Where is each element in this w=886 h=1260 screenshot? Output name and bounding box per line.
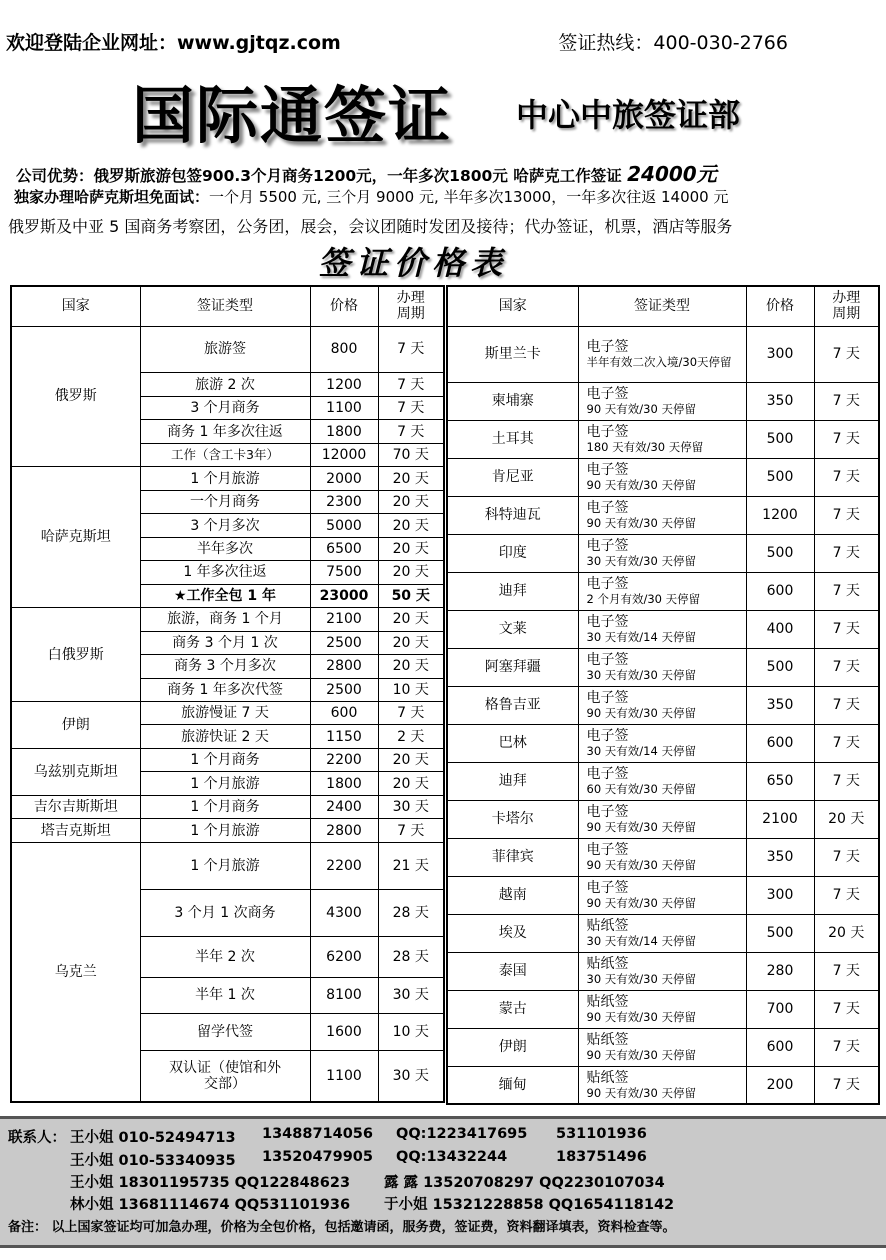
- price-cell: 1200: [310, 373, 378, 396]
- visa-type-cell: [578, 420, 746, 458]
- visa-type-cell: 1 个月商务: [140, 795, 310, 818]
- duration-cell: 20 天: [378, 631, 444, 654]
- duration-cell: 7 天: [814, 648, 879, 686]
- visa-kind: 电子签: [586, 880, 629, 896]
- visa-kind: 电子签: [586, 614, 629, 630]
- table-row: [447, 420, 879, 458]
- price-cell: 1200: [746, 496, 814, 534]
- price-cell: 2000: [310, 467, 378, 490]
- table-row: [447, 800, 879, 838]
- contact-line1-b: 13488714056: [262, 1126, 373, 1142]
- price-cell: 350: [746, 838, 814, 876]
- country-cell: 卡塔尔: [447, 800, 578, 838]
- visa-kind: 贴纸签: [586, 1032, 629, 1048]
- visa-kind: 电子签: [586, 339, 629, 355]
- table-row: [447, 572, 879, 610]
- table-row: [11, 819, 444, 842]
- visa-kind: 电子签: [586, 462, 629, 478]
- table-row: [447, 382, 879, 420]
- duration-cell: 70 天: [378, 443, 444, 466]
- price-cell: 2300: [310, 490, 378, 513]
- visa-type-cell: ★工作全包 1 年: [140, 584, 310, 607]
- duration-cell: 50 天: [378, 584, 444, 607]
- visa-validity-note: 30 天有效/14 天停留: [586, 630, 696, 644]
- price-cell: 600: [746, 572, 814, 610]
- table-row: [447, 686, 879, 724]
- visa-kind: 贴纸签: [586, 1069, 629, 1086]
- visa-type-cell: [578, 534, 746, 572]
- visa-type-cell: [578, 838, 746, 876]
- country-cell: 埃及: [447, 914, 578, 952]
- visa-kind: 电子签: [586, 576, 629, 592]
- duration-cell: 7 天: [378, 420, 444, 443]
- contacts-label: 联系人：: [8, 1130, 66, 1146]
- table-row: [447, 458, 879, 496]
- visa-type-cell: [578, 876, 746, 914]
- price-cell: 2200: [310, 842, 378, 889]
- visa-validity-note: 30 天有效/30 天停留: [586, 554, 696, 568]
- contact-line2-c: QQ:13432244: [396, 1149, 508, 1165]
- country-cell: 迪拜: [447, 762, 578, 800]
- country-cell: 乌兹别克斯坦: [11, 748, 140, 795]
- contact-line2-a: 王小姐 010-53340935: [70, 1153, 236, 1169]
- duration-cell: 30 天: [378, 795, 444, 818]
- services-line: 俄罗斯及中亚 5 国商务考察团，公务团，展会，会议团随时发团及接待；代办签证，机票，酒店等服务: [8, 217, 733, 236]
- table-row: [11, 608, 444, 631]
- visa-kind: 电子签: [586, 766, 629, 782]
- visa-type-cell: 旅游 2 次: [140, 373, 310, 396]
- visa-type-cell: 旅游慢证 7 天: [140, 702, 310, 725]
- kz-label: 独家办理哈萨克斯坦免面试：: [14, 188, 210, 206]
- country-cell: 泰国: [447, 952, 578, 990]
- price-cell: 2500: [310, 678, 378, 701]
- visa-type-cell: [578, 990, 746, 1028]
- duration-cell: 7 天: [814, 952, 879, 990]
- table-row: [447, 952, 879, 990]
- table-row: [447, 838, 879, 876]
- visa-type-cell: [578, 610, 746, 648]
- price-cell: 600: [746, 1028, 814, 1066]
- table-row: [447, 914, 879, 952]
- visa-validity-note: 90 天有效/30 天停留: [586, 820, 696, 834]
- left-header-cell: 价格: [310, 286, 378, 326]
- visa-type-cell: [578, 382, 746, 420]
- visa-type-cell: 1 个月旅游: [140, 842, 310, 889]
- visa-kind: 贴纸签: [586, 956, 629, 972]
- table-row: [447, 534, 879, 572]
- table-row: [447, 990, 879, 1028]
- visa-kind: 电子签: [586, 500, 629, 516]
- duration-cell: 7 天: [814, 1028, 879, 1066]
- visa-type-cell: 工作（含工卡3年）: [140, 443, 310, 466]
- left-price-table: [10, 285, 445, 1103]
- left-header-cell: 签证类型: [140, 286, 310, 326]
- duration-cell: 20 天: [814, 914, 879, 952]
- contact-line2-d: 183751496: [556, 1149, 647, 1165]
- price-cell: 500: [746, 458, 814, 496]
- visa-type-cell: 1 个月旅游: [140, 819, 310, 842]
- left-header-cell: 办理周期: [378, 286, 444, 326]
- contact-line4-b: 于小姐 15321228858 QQ1654118142: [384, 1197, 675, 1213]
- visa-kind: 贴纸签: [586, 918, 629, 934]
- table-row: [447, 610, 879, 648]
- visa-validity-note: 90 天有效/30 天停留: [586, 858, 696, 872]
- duration-cell: 28 天: [378, 936, 444, 977]
- visa-type-cell: [578, 800, 746, 838]
- right-header-cell: 签证类型: [578, 286, 746, 326]
- duration-cell: 7 天: [814, 876, 879, 914]
- visa-type-cell: [578, 724, 746, 762]
- country-cell: 格鲁吉亚: [447, 686, 578, 724]
- price-cell: 23000: [310, 584, 378, 607]
- duration-cell: 7 天: [814, 724, 879, 762]
- visa-kind: 贴纸签: [586, 994, 629, 1010]
- country-cell: 文莱: [447, 610, 578, 648]
- visa-type-cell: [578, 1028, 746, 1066]
- contact-line1-d: 531101936: [556, 1126, 647, 1142]
- price-cell: 7500: [310, 561, 378, 584]
- price-cell: 1600: [310, 1014, 378, 1051]
- duration-cell: 7 天: [814, 572, 879, 610]
- price-cell: 4300: [310, 889, 378, 936]
- visa-validity-note: 90 天有效/30 天停留: [586, 402, 696, 416]
- visa-type-cell: [578, 762, 746, 800]
- price-cell: 500: [746, 648, 814, 686]
- country-cell: 柬埔寨: [447, 382, 578, 420]
- visa-type-cell: [578, 496, 746, 534]
- visa-type-cell: [578, 952, 746, 990]
- contact-line3-a: 王小姐 18301195735 QQ122848623: [70, 1175, 351, 1191]
- country-cell: 菲律宾: [447, 838, 578, 876]
- price-cell: 700: [746, 990, 814, 1028]
- price-cell: 6200: [310, 936, 378, 977]
- duration-cell: 20 天: [378, 514, 444, 537]
- visa-type-cell: 3 个月多次: [140, 514, 310, 537]
- duration-cell: 20 天: [814, 800, 879, 838]
- visa-validity-note: 180 天有效/30 天停留: [586, 440, 704, 454]
- visa-validity-note: 90 天有效/30 天停留: [586, 706, 696, 720]
- price-cell: 400: [746, 610, 814, 648]
- price-cell: 2100: [310, 608, 378, 631]
- duration-cell: 20 天: [378, 537, 444, 560]
- country-cell: 吉尔吉斯斯坦: [11, 795, 140, 818]
- country-cell: 迪拜: [447, 572, 578, 610]
- duration-cell: 7 天: [814, 990, 879, 1028]
- country-cell: 乌克兰: [11, 842, 140, 1102]
- duration-cell: 7 天: [814, 534, 879, 572]
- visa-type-cell: 商务 1 年多次往返: [140, 420, 310, 443]
- visa-type-cell: 3 个月 1 次商务: [140, 889, 310, 936]
- visa-type-cell: 旅游签: [140, 326, 310, 373]
- country-cell: 伊朗: [447, 1028, 578, 1066]
- advantages-label: 公司优势：: [16, 167, 94, 185]
- country-cell: 哈萨克斯坦: [11, 467, 140, 608]
- visa-kind: 电子签: [586, 652, 629, 668]
- contact-line1-a: 王小姐 010-52494713: [70, 1130, 236, 1146]
- kazakhstan-line: [14, 186, 728, 207]
- visa-type-cell: [578, 686, 746, 724]
- duration-cell: 7 天: [814, 458, 879, 496]
- brand-logo-text: 国际通签证: [132, 79, 453, 152]
- visa-type-cell: [578, 914, 746, 952]
- price-cell: 1100: [310, 1051, 378, 1102]
- duration-cell: 7 天: [378, 373, 444, 396]
- price-cell: 200: [746, 1066, 814, 1104]
- contact-line3-b: 露 露 13520708297 QQ2230107034: [384, 1175, 665, 1191]
- duration-cell: 20 天: [378, 490, 444, 513]
- footer-note: 备注： 以上国家签证均可加急办理，价格为全包价格，包括邀请函，服务费，签证费，资料翻译填表，资料检查等。: [8, 1220, 676, 1235]
- price-cell: 1800: [310, 772, 378, 795]
- visa-kind: 电子签: [586, 386, 629, 402]
- table-row: [447, 326, 879, 382]
- duration-cell: 7 天: [814, 762, 879, 800]
- price-cell: 2100: [746, 800, 814, 838]
- visa-type-cell: 1 个月旅游: [140, 467, 310, 490]
- table-row: [447, 496, 879, 534]
- table-row: [447, 762, 879, 800]
- duration-cell: 30 天: [378, 1051, 444, 1102]
- visa-type-cell: [578, 326, 746, 382]
- price-cell: 1150: [310, 725, 378, 748]
- visa-type-cell: [578, 1066, 746, 1104]
- price-cell: 500: [746, 534, 814, 572]
- price-cell: 350: [746, 686, 814, 724]
- kz-text: 一个月 5500 元, 三个月 9000 元, 半年多次13000，一年多次往返 14000 元: [209, 188, 729, 206]
- duration-cell: 7 天: [378, 326, 444, 373]
- duration-cell: 20 天: [378, 561, 444, 584]
- visa-type-cell: [578, 458, 746, 496]
- visa-validity-note: 30 天有效/30 天停留: [586, 972, 696, 986]
- visa-validity-note: 90 天有效/30 天停留: [586, 1048, 696, 1062]
- duration-cell: 20 天: [378, 467, 444, 490]
- price-cell: 600: [310, 702, 378, 725]
- duration-cell: 7 天: [814, 382, 879, 420]
- duration-cell: 7 天: [814, 838, 879, 876]
- visa-hotline: 签证热线：400-030-2766: [558, 32, 788, 54]
- visa-type-cell: 半年 2 次: [140, 936, 310, 977]
- country-cell: 白俄罗斯: [11, 608, 140, 702]
- price-cell: 6500: [310, 537, 378, 560]
- price-cell: 1800: [310, 420, 378, 443]
- price-cell: 2800: [310, 819, 378, 842]
- country-cell: 科特迪瓦: [447, 496, 578, 534]
- country-cell: 伊朗: [11, 702, 140, 749]
- visa-type-cell: 商务 3 个月 1 次: [140, 631, 310, 654]
- visa-validity-note: 90 天有效/30 天停留: [586, 478, 696, 492]
- visa-kind: 电子签: [586, 424, 629, 440]
- visa-validity-note: 2 个月有效/30 天停留: [586, 592, 701, 606]
- duration-cell: 7 天: [814, 610, 879, 648]
- price-cell: 12000: [310, 443, 378, 466]
- duration-cell: 28 天: [378, 889, 444, 936]
- duration-cell: 20 天: [378, 655, 444, 678]
- country-cell: 土耳其: [447, 420, 578, 458]
- visa-type-cell: [578, 572, 746, 610]
- price-cell: 8100: [310, 977, 378, 1014]
- table-row: [447, 1066, 879, 1104]
- country-cell: 塔吉克斯坦: [11, 819, 140, 842]
- price-cell: 280: [746, 952, 814, 990]
- table-row: [11, 702, 444, 725]
- price-cell: 2500: [310, 631, 378, 654]
- duration-cell: 7 天: [814, 1066, 879, 1104]
- visa-validity-note: 30 天有效/14 天停留: [586, 744, 696, 758]
- visa-type-cell: 旅游快证 2 天: [140, 725, 310, 748]
- table-row: [11, 748, 444, 771]
- duration-cell: 30 天: [378, 977, 444, 1014]
- visa-type-cell: [578, 648, 746, 686]
- visa-validity-note: 90 天有效/30 天停留: [586, 516, 696, 530]
- country-cell: 印度: [447, 534, 578, 572]
- price-cell: 1100: [310, 396, 378, 419]
- visa-type-cell: 1 个月商务: [140, 748, 310, 771]
- visa-validity-note: 30 天有效/30 天停留: [586, 668, 696, 682]
- country-cell: 肯尼亚: [447, 458, 578, 496]
- country-cell: 斯里兰卡: [447, 326, 578, 382]
- advantages-text: 俄罗斯旅游包签900.3个月商务1200元，一年多次1800元 哈萨克工作签证: [93, 167, 622, 185]
- visa-kind: 电子签: [586, 804, 629, 820]
- brand-subtitle: 中心中旅签证部: [516, 96, 741, 134]
- table-row: [447, 724, 879, 762]
- visa-kind: 电子签: [586, 690, 629, 706]
- duration-cell: 7 天: [814, 326, 879, 382]
- right-header-cell: 办理周期: [814, 286, 879, 326]
- table-row: [11, 795, 444, 818]
- visa-type-cell: 商务 1 年多次代签: [140, 678, 310, 701]
- price-cell: 300: [746, 326, 814, 382]
- advantages-price: 24000元: [627, 162, 717, 186]
- table-row: [11, 467, 444, 490]
- price-cell: 300: [746, 876, 814, 914]
- company-advantages: [16, 158, 717, 187]
- right-price-table: [446, 285, 880, 1105]
- duration-cell: 21 天: [378, 842, 444, 889]
- visa-type-cell: 1 年多次往返: [140, 561, 310, 584]
- visa-validity-note: 90 天有效/30 天停留: [586, 1085, 696, 1100]
- price-cell: 500: [746, 914, 814, 952]
- duration-cell: 7 天: [814, 420, 879, 458]
- price-cell: 650: [746, 762, 814, 800]
- visa-validity-note: 30 天有效/14 天停留: [586, 934, 696, 948]
- table-row: [447, 648, 879, 686]
- right-header-cell: 价格: [746, 286, 814, 326]
- right-header-cell: 国家: [447, 286, 578, 326]
- duration-cell: 7 天: [378, 396, 444, 419]
- visa-validity-note: 90 天有效/30 天停留: [586, 896, 696, 910]
- table-row: [11, 842, 444, 889]
- table-row: [11, 326, 444, 373]
- country-cell: 俄罗斯: [11, 326, 140, 467]
- country-cell: 缅甸: [447, 1066, 578, 1104]
- contact-line2-b: 13520479905: [262, 1149, 373, 1165]
- table-row: [447, 876, 879, 914]
- visa-type-cell: 留学代签: [140, 1014, 310, 1051]
- price-cell: 800: [310, 326, 378, 373]
- price-cell: 500: [746, 420, 814, 458]
- duration-cell: 20 天: [378, 772, 444, 795]
- duration-cell: 10 天: [378, 678, 444, 701]
- duration-cell: 7 天: [378, 702, 444, 725]
- website-welcome[interactable]: 欢迎登陆企业网址：www.gjtqz.com: [6, 32, 341, 54]
- duration-cell: 2 天: [378, 725, 444, 748]
- duration-cell: 10 天: [378, 1014, 444, 1051]
- visa-kind: 电子签: [586, 842, 629, 858]
- price-cell: 600: [746, 724, 814, 762]
- table-row: [447, 1028, 879, 1066]
- left-header-cell: 国家: [11, 286, 140, 326]
- price-cell: 2400: [310, 795, 378, 818]
- visa-type-cell: 半年多次: [140, 537, 310, 560]
- visa-kind: 电子签: [586, 728, 629, 744]
- duration-cell: 7 天: [378, 819, 444, 842]
- price-table-title: 签证价格表: [318, 244, 509, 282]
- price-cell: 350: [746, 382, 814, 420]
- price-cell: 2800: [310, 655, 378, 678]
- country-cell: 巴林: [447, 724, 578, 762]
- visa-validity-note: 90 天有效/30 天停留: [586, 1010, 696, 1024]
- top-bar: [6, 24, 880, 58]
- country-cell: 越南: [447, 876, 578, 914]
- visa-validity-note: 60 天有效/30 天停留: [586, 782, 696, 796]
- price-cell: 2200: [310, 748, 378, 771]
- visa-type-cell: 双认证（使馆和外交部）: [140, 1051, 310, 1102]
- contact-line4-a: 林小姐 13681114674 QQ531101936: [70, 1197, 351, 1213]
- price-cell: 5000: [310, 514, 378, 537]
- duration-cell: 7 天: [814, 496, 879, 534]
- visa-type-cell: 3 个月商务: [140, 396, 310, 419]
- contact-line1-c: QQ:1223417695: [396, 1126, 528, 1142]
- country-cell: 蒙古: [447, 990, 578, 1028]
- visa-type-cell: 半年 1 次: [140, 977, 310, 1014]
- visa-validity-note: 半年有效二次入境/30天停留: [586, 355, 732, 369]
- visa-type-cell: 商务 3 个月多次: [140, 655, 310, 678]
- duration-cell: 7 天: [814, 686, 879, 724]
- duration-cell: 20 天: [378, 608, 444, 631]
- visa-kind: 电子签: [586, 538, 629, 554]
- visa-type-cell: 1 个月旅游: [140, 772, 310, 795]
- country-cell: 阿塞拜疆: [447, 648, 578, 686]
- duration-cell: 20 天: [378, 748, 444, 771]
- visa-type-cell: 旅游，商务 1 个月: [140, 608, 310, 631]
- visa-type-cell: 一个月商务: [140, 490, 310, 513]
